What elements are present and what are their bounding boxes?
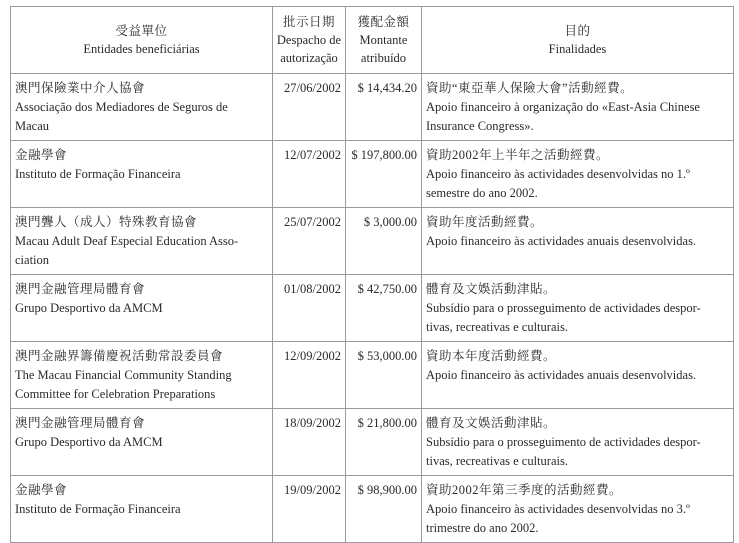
entity-cell [11, 141, 273, 208]
purpose-cell [422, 409, 734, 476]
purpose-pt: Apoio financeiro às actividades anuais desenvolvidas. [426, 368, 697, 382]
purpose-zh: 資助本年度活動經費。 [426, 349, 557, 363]
entity-pt: The Macau Financial Community Standing [15, 368, 232, 382]
amount-cell: $ 21,800.00 [346, 409, 422, 476]
purpose-pt: Apoio financeiro às actividades desenvolvidas no 1.º [426, 167, 690, 181]
entity-pt: Instituto de Formação Financeira [15, 167, 181, 181]
header-purpose-pt: Finalidades [548, 42, 607, 56]
date-cell: 19/09/2002 [273, 476, 346, 543]
purpose-zh: 體育及文娛活動津貼。 [426, 282, 557, 296]
date-cell: 18/09/2002 [273, 409, 346, 476]
purpose-pt: Subsídio para o prosseguimento de actividades despor- [426, 301, 701, 315]
purpose-pt: Insurance Congress». [426, 119, 534, 133]
header-entities [11, 7, 273, 74]
entity-zh: 澳門聾人（成人）特殊教育協會 [15, 215, 198, 229]
amount-cell: $ 98,900.00 [346, 476, 422, 543]
header-amount-zh: 獲配金額 [357, 15, 410, 29]
entity-pt: Associação dos Mediadores de Seguros de [15, 100, 228, 114]
header-date-zh: 批示日期 [282, 15, 335, 29]
purpose-zh: 資助“東亞華人保險大會”活動經費。 [426, 81, 634, 95]
entity-zh: 澳門金融管理局體育會 [15, 416, 146, 430]
table-row [11, 275, 734, 342]
entity-pt: Grupo Desportivo da AMCM [15, 301, 163, 315]
amount-cell: $ 42,750.00 [346, 275, 422, 342]
header-purpose-zh: 目的 [564, 24, 591, 38]
entity-cell [11, 208, 273, 275]
purpose-pt: tivas, recreativas e culturais. [426, 320, 568, 334]
entity-pt: Macau [15, 119, 50, 133]
entity-zh: 澳門金融管理局體育會 [15, 282, 146, 296]
header-amount [346, 7, 422, 74]
amount-cell: $ 53,000.00 [346, 342, 422, 409]
entity-pt: Instituto de Formação Financeira [15, 502, 181, 516]
entity-cell [11, 74, 273, 141]
purpose-zh: 資助年度活動經費。 [426, 215, 544, 229]
purpose-pt: Subsídio para o prosseguimento de actividades despor- [426, 435, 701, 449]
purpose-zh: 資助2002年第三季度的活動經費。 [426, 483, 623, 497]
table-row [11, 409, 734, 476]
purpose-pt: Apoio financeiro às actividades desenvolvidas no 3.º [426, 502, 690, 516]
table-row [11, 476, 734, 543]
entity-zh: 澳門保險業中介人協會 [15, 81, 146, 95]
purpose-cell [422, 476, 734, 543]
table-body [11, 74, 734, 543]
header-row [11, 7, 734, 74]
amount-cell: $ 14,434.20 [346, 74, 422, 141]
entity-pt: ciation [15, 253, 50, 267]
table-header [11, 7, 734, 74]
grants-table [10, 6, 734, 543]
table-row [11, 208, 734, 275]
purpose-zh: 體育及文娛活動津貼。 [426, 416, 557, 430]
date-cell: 25/07/2002 [273, 208, 346, 275]
table-row [11, 141, 734, 208]
entity-pt: Committee for Celebration Preparations [15, 387, 216, 401]
purpose-pt: tivas, recreativas e culturais. [426, 454, 568, 468]
entity-cell [11, 342, 273, 409]
entity-cell [11, 275, 273, 342]
purpose-pt: Apoio financeiro à organização do «East-Asia Chinese [426, 100, 700, 114]
purpose-cell [422, 275, 734, 342]
entity-pt: Macau Adult Deaf Especial Education Asso- [15, 234, 239, 248]
header-purpose [422, 7, 734, 74]
amount-cell: $ 3,000.00 [346, 208, 422, 275]
date-cell: 12/07/2002 [273, 141, 346, 208]
header-entities-pt: Entidades beneficiárias [83, 42, 200, 56]
date-cell: 12/09/2002 [273, 342, 346, 409]
purpose-pt: trimestre do ano 2002. [426, 521, 539, 535]
entity-cell [11, 409, 273, 476]
purpose-cell [422, 141, 734, 208]
entity-pt: Grupo Desportivo da AMCM [15, 435, 163, 449]
header-amount-pt-1: Montante [359, 33, 408, 47]
entity-zh: 金融學會 [15, 148, 68, 162]
purpose-cell [422, 74, 734, 141]
header-date [273, 7, 346, 74]
date-cell: 01/08/2002 [273, 275, 346, 342]
purpose-pt: semestre do ano 2002. [426, 186, 538, 200]
purpose-cell [422, 342, 734, 409]
date-cell: 27/06/2002 [273, 74, 346, 141]
amount-cell: $ 197,800.00 [346, 141, 422, 208]
entity-zh: 澳門金融界籌備慶祝活動常設委員會 [15, 349, 224, 363]
purpose-cell [422, 208, 734, 275]
entity-zh: 金融學會 [15, 483, 68, 497]
purpose-pt: Apoio financeiro às actividades anuais desenvolvidas. [426, 234, 697, 248]
header-date-pt-1: Despacho de [276, 33, 342, 47]
header-date-pt-2: autorização [280, 51, 338, 65]
header-entities-zh: 受益單位 [115, 24, 168, 38]
table-row [11, 74, 734, 141]
header-amount-pt-2: atribuído [360, 51, 407, 65]
purpose-zh: 資助2002年上半年之活動經費。 [426, 148, 610, 162]
entity-cell [11, 476, 273, 543]
table-row [11, 342, 734, 409]
